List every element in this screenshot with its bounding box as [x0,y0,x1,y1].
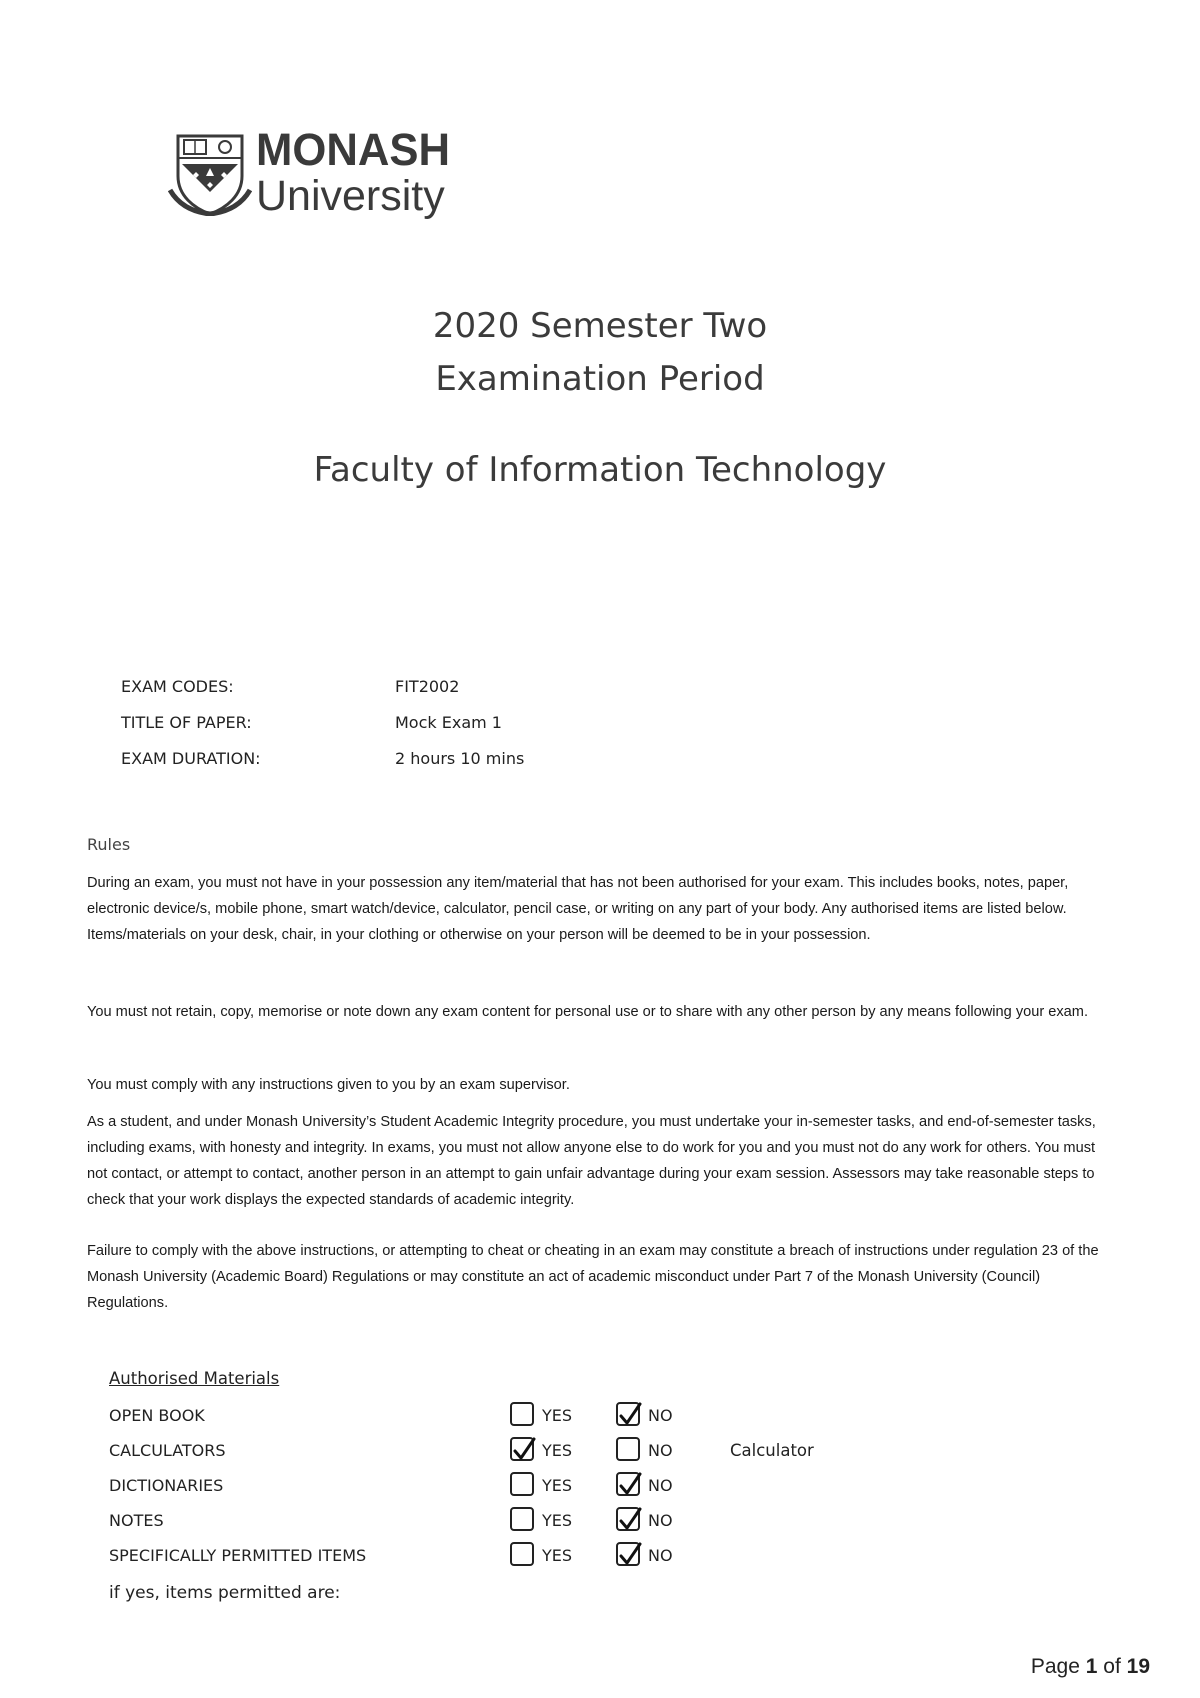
yes-label: YES [542,1511,573,1530]
exam-codes-value: FIT2002 [395,677,460,696]
material-label: DICTIONARIES [109,1476,224,1495]
exam-codes-label: EXAM CODES: [121,677,234,696]
yes-label: YES [542,1546,573,1565]
check-icon [617,1506,643,1534]
material-label: OPEN BOOK [109,1406,205,1425]
page-separator: of [1097,1655,1127,1678]
material-row-dictionaries [0,1470,1200,1504]
no-label: NO [648,1546,673,1565]
check-icon [617,1401,643,1429]
logo-text-monash: MONASH [256,124,450,175]
material-label: SPECIFICALLY PERMITTED ITEMS [109,1546,367,1565]
material-note: Calculator [730,1441,814,1460]
no-checkbox[interactable] [616,1507,640,1531]
page-total: 19 [1126,1655,1150,1678]
no-label: NO [648,1511,673,1530]
monash-crest-icon [168,130,252,216]
if-yes-text: if yes, items permitted are: [109,1583,341,1603]
material-row-permitted-items [0,1540,1200,1574]
yes-label: YES [542,1406,573,1425]
yes-checkbox[interactable] [510,1472,534,1496]
check-icon [511,1436,537,1464]
semester-heading: 2020 Semester Two [432,306,768,346]
yes-label: YES [542,1476,573,1495]
material-label: CALCULATORS [109,1441,226,1460]
no-checkbox[interactable] [616,1542,640,1566]
authorised-materials-title: Authorised Materials [109,1369,280,1388]
exam-duration-value: 2 hours 10 mins [395,749,525,768]
logo-text-university: University [256,172,445,220]
page-prefix: Page [1030,1655,1086,1678]
material-label: NOTES [109,1511,164,1530]
no-label: NO [648,1406,673,1425]
check-icon [617,1541,643,1569]
yes-checkbox[interactable] [510,1507,534,1531]
rules-title: Rules [87,835,131,854]
faculty-heading: Faculty of Information Technology [313,450,887,490]
material-row-open-book [0,1400,1200,1434]
no-label: NO [648,1476,673,1495]
rules-paragraph: Failure to comply with the above instructions, or attempting to cheat or cheating in an exam may constitute a breach of instructions under regulation 23 of the Monash University (Academic Board) Regulations or may constitute an act of academic misconduct under Part 7 of the Monash University (Council) Regulations. [87,1243,1099,1311]
paper-title-value: Mock Exam 1 [395,713,502,732]
page-current: 1 [1085,1655,1098,1678]
material-row-calculators [0,1435,1200,1469]
rules-paragraph: You must not retain, copy, memorise or note down any exam content for personal use or to share with any other person by any means following your exam. [87,1004,1089,1020]
yes-checkbox[interactable] [510,1542,534,1566]
yes-label: YES [542,1441,573,1460]
no-checkbox[interactable] [616,1472,640,1496]
no-checkbox[interactable] [616,1437,640,1461]
exam-duration-label: EXAM DURATION: [121,749,261,768]
monash-logo [168,124,468,220]
rules-paragraph: You must comply with any instructions given to you by an exam supervisor. [87,1077,570,1093]
yes-checkbox[interactable] [510,1402,534,1426]
rules-paragraph: During an exam, you must not have in your possession any item/material that has not been authorised for your exam. This includes books, notes, paper, electronic device/s, mobile phone, smart watch/device, calculator, pencil case, or writing on any part of your body. Any authorised items are listed below. Items/materials on your desk, chair, in your clothing or otherwise on your person will be deemed to be in your possession. [87,875,1069,943]
no-label: NO [648,1441,673,1460]
page-number [1031,1655,1150,1679]
rules-paragraph: As a student, and under Monash University’s Student Academic Integrity procedure, you must undertake your in-semester tasks, and end-of-semester tasks, including exams, with honesty and integrity. In exams, you must not allow anyone else to do work for you and you must not do any work for others. You must not contact, or attempt to contact, another person in an attempt to gain unfair advantage during your exam session. Assessors may take reasonable steps to check that your work displays the expected standards of academic integrity. [87,1114,1096,1208]
no-checkbox[interactable] [616,1402,640,1426]
paper-title-label: TITLE OF PAPER: [121,713,252,732]
check-icon [617,1471,643,1499]
period-heading: Examination Period [435,359,765,399]
yes-checkbox[interactable] [510,1437,534,1461]
material-row-notes [0,1505,1200,1539]
